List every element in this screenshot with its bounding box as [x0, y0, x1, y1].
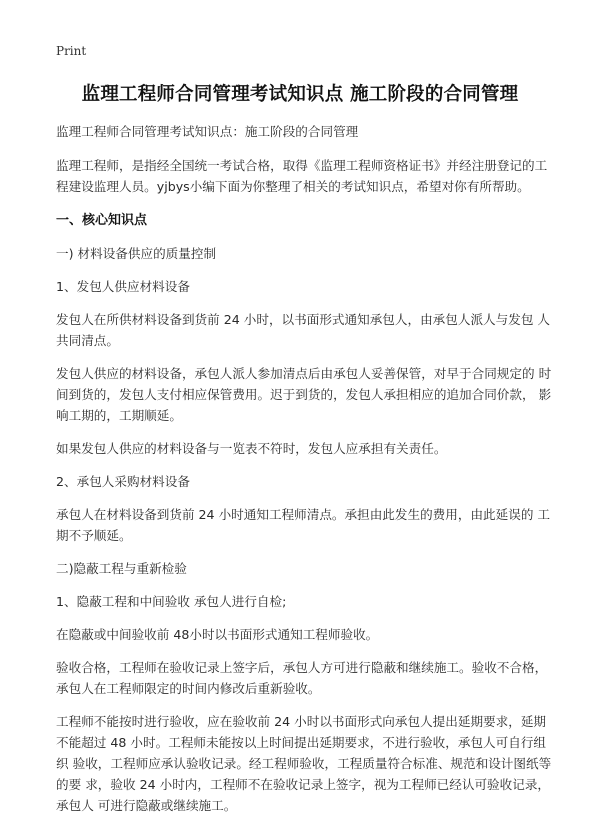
- paragraph-acceptance-2: 验收合格，工程师在验收记录上签字后，承包人方可进行隐蔽和继续施工。验收不合格， 承包人在工程师限定的时间内修改后重新验收。: [56, 660, 548, 696]
- paragraph-owner-supply-2: 发包人供应的材料设备，承包人派人参加清点后由承包人妥善保管，对早于合同规定的 时间到货的，发包人支付相应保管费用。迟于到货的，发包人承担相应的追加合同价款， 影响工期的，工期顺延。: [56, 366, 552, 423]
- paragraph-acceptance-1: 在隐蔽或中间验收前 48小时以书面形式通知工程师验收。: [56, 627, 379, 642]
- print-label: Print: [56, 44, 87, 58]
- section-heading-core: 一、核心知识点: [56, 213, 148, 228]
- paragraph-contractor-purchase-1: 承包人在材料设备到货前 24 小时通知工程师清点。承担由此发生的费用，由此延误的 工期不予顺延。: [56, 507, 551, 543]
- item-heading-contractor-purchase: 2、承包人采购材料设备: [56, 474, 190, 489]
- page-title: 监理工程师合同管理考试知识点 施工阶段的合同管理: [81, 84, 519, 105]
- subtitle: 监理工程师合同管理考试知识点：施工阶段的合同管理: [56, 124, 359, 139]
- paragraph-acceptance-3: 工程师不能按时进行验收，应在验收前 24 小时以书面形式向承包人提出延期要求，延期 不能超过 48 小时。工程师未能按以上时间提出延期要求，不进行验收，承包人可自行组织 验收，工程师应承认验收记录。经工程师验收，工程质量符合标准、规范和设计图纸等的要 求，验收 24 小时内，工程师不在验收记录上签字，视为工程师已经认可验收记录，承包人 可进行隐蔽或继续施工。: [56, 714, 552, 813]
- paragraph-owner-supply-1: 发包人在所供材料设备到货前 24 小时，以书面形式通知承包人，由承包人派人与发包 人共同清点。: [56, 312, 551, 348]
- document-body: [56, 121, 552, 816]
- paragraph-owner-supply-3: 如果发包人供应的材料设备与一览表不符时，发包人应承担有关责任。: [56, 441, 447, 456]
- subsection-heading-concealed-works: 二)隐蔽工程与重新检验: [56, 561, 187, 576]
- item-heading-intermediate-acceptance: 1、隐蔽工程和中间验收 承包人进行自检;: [56, 594, 287, 609]
- intro-paragraph: 监理工程师，是指经全国统一考试合格，取得《监理工程师资格证书》并经注册登记的工程建设监理人员。yjbys小编下面为你整理了相关的考试知识点，希望对你有所帮助。: [56, 158, 548, 194]
- item-heading-owner-supply: 1、发包人供应材料设备: [56, 279, 190, 294]
- subsection-heading-material-quality: 一) 材料设备供应的质量控制: [56, 246, 217, 261]
